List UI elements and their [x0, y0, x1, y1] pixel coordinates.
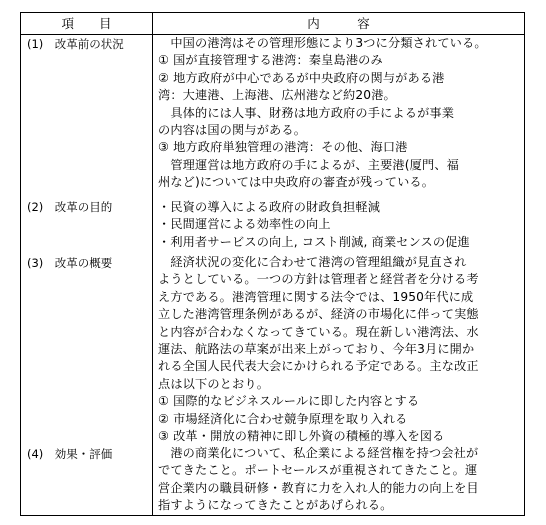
- content-table: [20, 12, 525, 516]
- content-line: ・利用者サービスの向上, コスト削減, 商業センスの促進: [158, 234, 470, 249]
- header-content: 内 容: [307, 16, 370, 31]
- content-line: 中国の港湾はその管理形態により3つに分類されている。: [158, 36, 487, 50]
- row-label: (4) 効果・評価: [27, 447, 113, 461]
- content-line: ・民資の導入による政府の財政負担軽減: [158, 200, 381, 214]
- content-line: 経済状況の変化に合わせて港湾の管理組織が見直され: [158, 255, 467, 269]
- content-line: ② 市場経済化に合わせ競争原理を取り入れる: [158, 411, 408, 426]
- content-line: ・民間運営による効率性の向上: [158, 217, 331, 232]
- content-line: ③ 地方政府単独管理の港湾：その他、海口港: [158, 140, 408, 155]
- content-line: ① 国が直接管理する港湾：秦皇島港のみ: [158, 53, 383, 68]
- column-divider: [152, 13, 153, 515]
- content-line: 点は以下のとおり。: [158, 376, 270, 391]
- content-line: 具体的には人事、財務は地方政府の手によるが事業: [158, 105, 455, 120]
- header-item: 項 目: [61, 16, 112, 31]
- content-line: 立した港湾管理条例があるが、経済の市場化に伴って実態: [158, 307, 479, 322]
- content-line: ようとしている。一つの方針は管理者と経営者を分ける考: [158, 272, 479, 287]
- row-label: (1) 改革前の状況: [27, 37, 124, 51]
- content-line: 州など)については中央政府の審査が残っている。: [158, 175, 435, 190]
- row-content: [158, 445, 479, 515]
- content-line: でてきたこと。ポートセールスが重視されてきたこと。運: [158, 463, 478, 478]
- content-line: え方である。港湾管理に関する法令では、1950年代に成: [158, 289, 474, 304]
- row-content: [158, 35, 487, 192]
- content-line: 運法、航路法の草案が出来上がっており、今年3月に開か: [158, 341, 475, 356]
- content-line: 管理運営は地方政府の手によるが、主要港(厦門、福: [158, 157, 460, 172]
- row-content: [158, 199, 470, 251]
- content-line: ② 地方政府が中心であるが中央政府の関与がある港: [158, 70, 445, 85]
- content-line: 湾：大連港、上海港、広州港など約20港。: [158, 88, 396, 103]
- content-line: れる全国人民代表大会にかけられる予定である。主な改正: [158, 359, 479, 374]
- content-line: と内容が合わなくなってきている。現在新しい港湾法、水: [158, 324, 479, 339]
- row-label: (3) 改革の概要: [27, 256, 113, 270]
- row-label: (2) 改革の目的: [27, 200, 113, 214]
- content-line: の内容は国の関与がある。: [158, 122, 307, 137]
- content-line: ① 国際的なビジネスルールに即した内容とする: [158, 394, 420, 409]
- content-line: ③ 改革・開放の精神に即し外資の積極的導入を図る: [158, 428, 445, 443]
- row-content: [158, 254, 479, 445]
- content-line: 営企業内の職員研修・教育に力を入れ人的能力の向上を目: [158, 480, 479, 495]
- content-line: 指すようになってきたことがあげられる。: [158, 498, 393, 513]
- content-line: 港の商業化について、私企業による経営権を持つ会社が: [158, 446, 479, 460]
